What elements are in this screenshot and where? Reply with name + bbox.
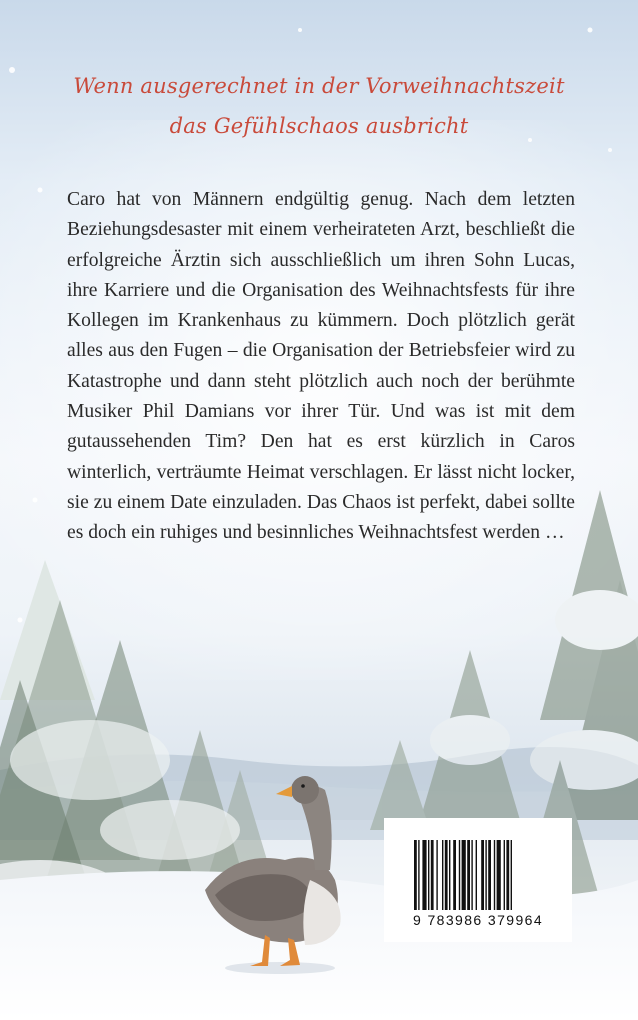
barcode-bar (471, 840, 472, 910)
barcode-bar (494, 840, 495, 910)
blurb-text-block (67, 185, 575, 549)
barcode-bar (436, 840, 437, 910)
barcode-bar (511, 840, 512, 910)
barcode-bar (453, 840, 456, 910)
tagline-line-2: das Gefühlschaos ausbricht (169, 114, 469, 138)
barcode-bar (459, 840, 460, 910)
barcode-bar (488, 840, 491, 910)
blurb-paragraph: Caro hat von Männern endgültig genug. Nach dem letzten Beziehungsdesaster mit einem verheirateten Arzt, beschließt die erfolgreiche Ärztin sich ausschließlich um ihren Sohn Lucas, ihre Karriere und die Organisation des Weihnachtsfests für ihre Kollegen im Krankenhaus zu kümmern. Doch plötzlich gerät alles aus den Fugen – die Organisation der Betriebsfeier wird zu Katastrophe und dann steht plötzlich auch noch der berühmte Musiker Phil Damians vor ihrer Tür. Und was ist mit dem gutaussehenden Tim? Den hat es erst kürzlich in Caros winterlich, verträumte Heimat verschlagen. Er lässt nicht locker, sie zu einem Date einzuladen. Das Chaos ist perfekt, dabei sollte es doch ein ruhiges und besinnliches Weihnachtsfest werden … (67, 189, 575, 544)
barcode-bar (445, 840, 448, 910)
barcode-bar (422, 840, 426, 910)
barcode-bar (462, 840, 466, 910)
tagline (40, 66, 598, 146)
isbn-number: 9 783986 379964 (413, 912, 543, 928)
barcode-bar (414, 840, 417, 910)
barcode-bar (449, 840, 450, 910)
barcode-bar (418, 840, 419, 910)
barcode-bar (504, 840, 505, 910)
tagline-line-1: Wenn ausgerechnet in der Vorweihnachtszeit (73, 74, 565, 98)
barcode-bar (428, 840, 429, 910)
barcode-bar (431, 840, 434, 910)
barcode-bar (442, 840, 443, 910)
barcode-bar (497, 840, 501, 910)
barcode-bar (467, 840, 470, 910)
barcode-bar (476, 840, 477, 910)
barcode-bars (414, 840, 542, 910)
barcode-bar (481, 840, 484, 910)
isbn-barcode (384, 818, 572, 942)
barcode-bar (506, 840, 509, 910)
barcode-bar (485, 840, 486, 910)
